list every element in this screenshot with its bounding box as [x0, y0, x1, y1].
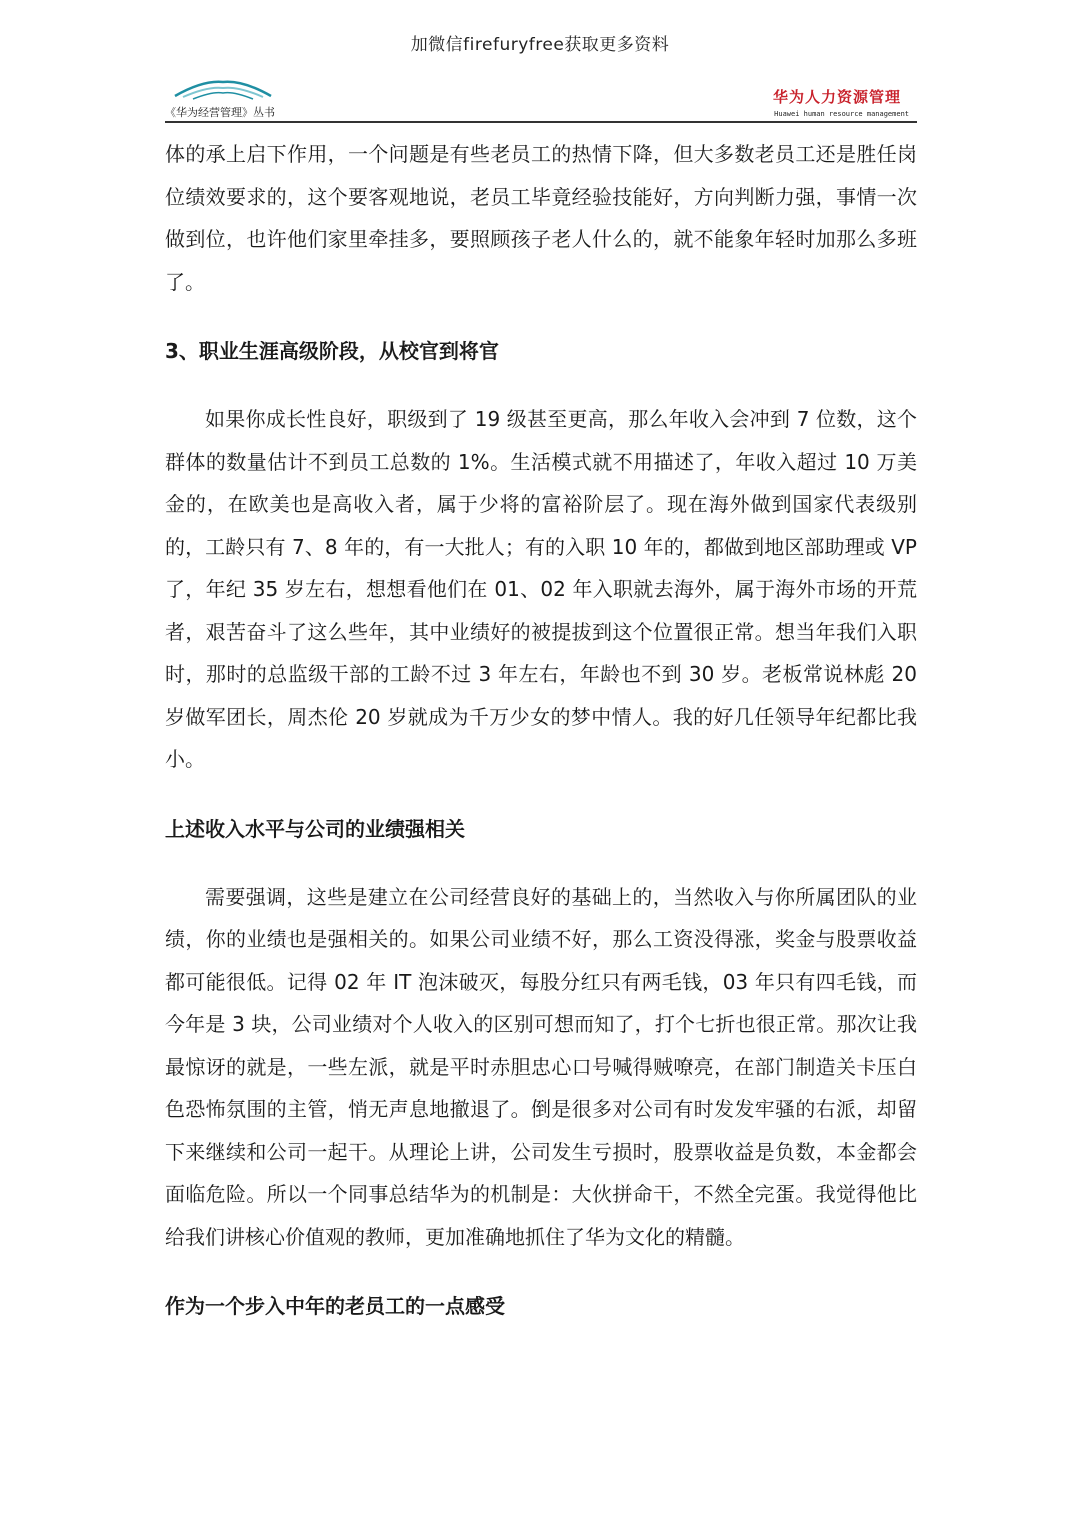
paragraph-senior-stage: 如果你成长性良好，职级到了 19 级甚至更高，那么年收入会冲到 7 位数，这个群体的数量估计不到员工总数的 1%。生活模式就不用描述了，年收入超过 10 万美金的，在欧美也是高收入者，属于少将的富裕阶层了。现在海外做到国家代表级别的，工龄只有 7、8 年的，有一大批人；有的入职 10 年的，都做到地区部助理或 VP 了，年纪 35 岁左右，想想看他们在 01、02 年入职就去海外，属于海外市场的开荒者，艰苦奋斗了这么些年，其中业绩好的被提拔到这个位置很正常。想当年我们入职时，那时的总监级干部的工龄不过 3 年左右，年龄也不到 30 岁。老板常说林彪 20 岁做军团长，周杰伦 20 岁就成为千万少女的梦中情人。我的好几任领导年纪都比我小。: [165, 407, 917, 771]
header-divider: [165, 121, 917, 123]
mountain-wave-logo-icon: [173, 78, 273, 100]
paragraph-intro: 体的承上启下作用，一个问题是有些老员工的热情下降，但大多数老员工还是胜任岗位绩效要求的，这个要客观地说，老员工毕竟经验技能好，方向判断力强，事情一次做到位，也许他们家里牵挂多，要照顾孩子老人什么的，就不能象年轻时加那么多班了。: [165, 142, 917, 294]
page-header: [165, 78, 917, 124]
watermark-text: 加微信firefuryfree获取更多资料: [410, 35, 670, 55]
heading-senior-stage: 3、职业生涯高级阶段，从校官到将官: [165, 339, 499, 363]
brand-subtitle: Huawei human resource management: [774, 110, 909, 118]
brand-title: 华为人力资源管理: [772, 88, 901, 106]
paragraph-income-performance: 需要强调，这些是建立在公司经营良好的基础上的，当然收入与你所属团队的业绩，你的业绩也是强相关的。如果公司业绩不好，那么工资没得涨，奖金与股票收益都可能很低。记得 02 年 IT 泡沫破灭，每股分红只有两毛钱，03 年只有四毛钱，而今年是 3 块，公司业绩对个人收入的区别可想而知了，打个七折也很正常。那次让我最惊讶的就是，一些左派，就是平时赤胆忠心口号喊得贼嘹亮，在部门制造关卡压白色恐怖氛围的主管，悄无声息地撤退了。倒是很多对公司有时发发牢骚的右派，却留下来继续和公司一起干。从理论上讲，公司发生亏损时，股票收益是负数，本金都会面临危险。所以一个同事总结华为的机制是：大伙拼命干，不然全完蛋。我觉得他比给我们讲核心价值观的教师，更加准确地抓住了华为文化的精髓。: [165, 884, 917, 1249]
heading-income-performance: 上述收入水平与公司的业绩强相关: [165, 816, 465, 841]
document-body: [165, 133, 917, 1327]
series-title: 《华为经营管理》丛书: [165, 106, 275, 119]
heading-veteran-feeling: 作为一个步入中年的老员工的一点感受: [165, 1294, 505, 1318]
